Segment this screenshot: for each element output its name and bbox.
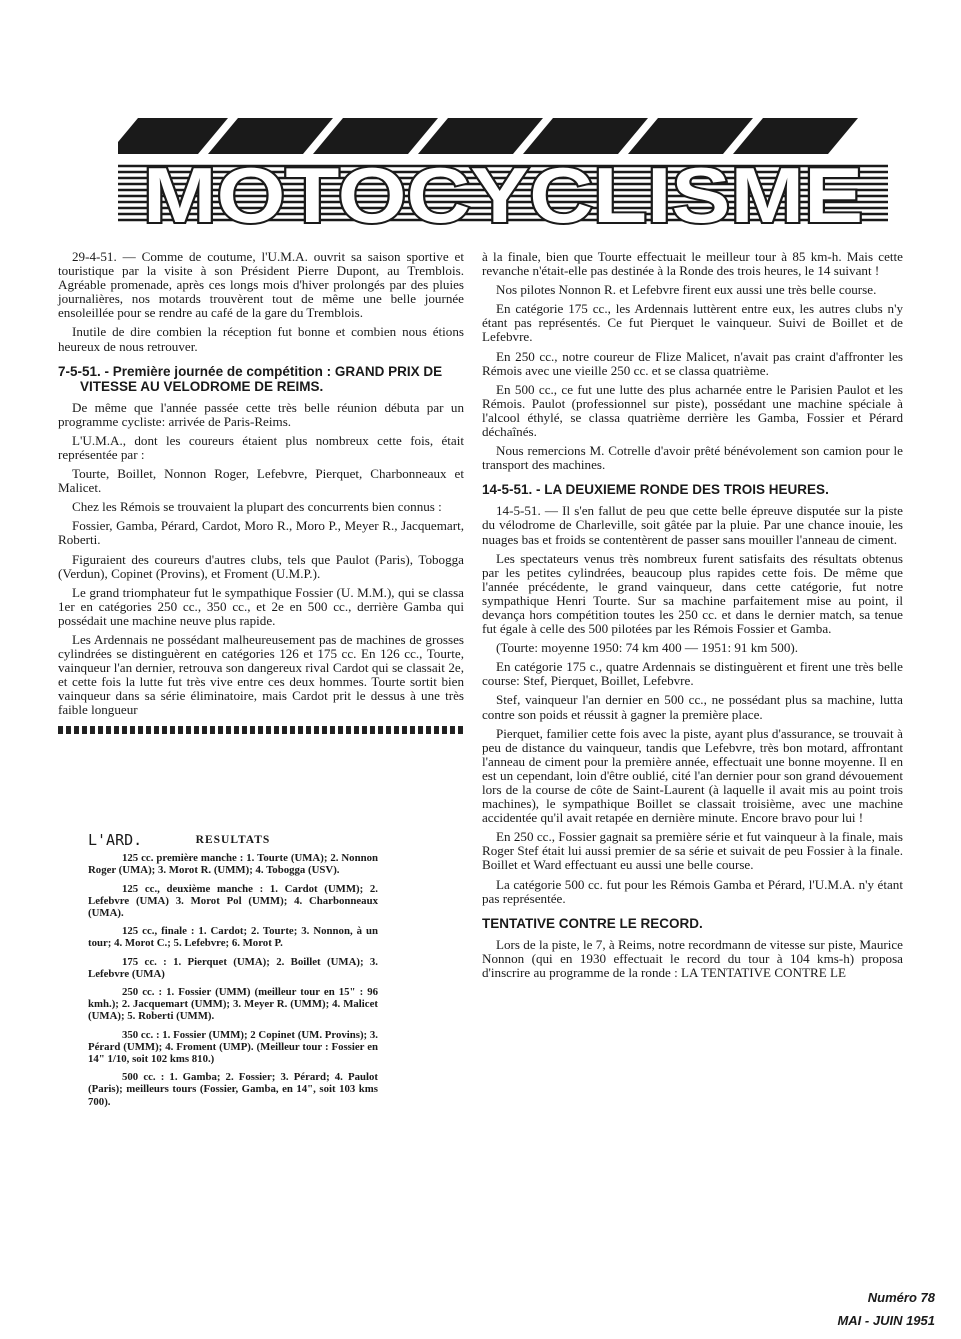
section-heading: TENTATIVE CONTRE LE RECORD. <box>482 915 703 931</box>
paragraph: De même que l'année passée cette très belle réunion débuta par un programme cycliste: arrivée de Paris-Reims. <box>58 399 464 429</box>
paragraph: Tourte, Boillet, Nonnon Roger, Lefebvre, Pierquet, Charbonneaux et Malicet. <box>58 466 464 496</box>
paragraph: La catégorie 500 cc. fut pour les Rémois Gamba et Pérard, l'U.M.A. n'y étant pas représentée. <box>482 876 903 906</box>
result-item: 500 cc. : 1. Gamba; 2. Fossier; 3. Pérard; 4. Paulot (Paris); meilleurs tours (Fossier, Gamba, en 14", soit 103 kms 700). <box>88 1071 378 1108</box>
divider <box>58 726 464 734</box>
paragraph: (Tourte: moyenne 1950: 74 km 400 — 1951: 91 km 500). <box>496 640 799 656</box>
paragraph: Nous remercions M. Cotrelle d'avoir prêté bénévolement son camion pour le transport des machines. <box>482 443 903 473</box>
paragraph: 29-4-51. — Comme de coutume, l'U.M.A. ouvrit sa saison sportive et touristique par la visite à son Président Pierre Dupont, au Tremblois. Agréable promenade, après ces longs mois d'hiver prolongés par des pluies journalières, nos motards trouvèrent tout de même une belle journée ensoleillée pour se rendre au café de la gare du Tremblois. <box>58 249 464 321</box>
left-column <box>58 250 464 734</box>
result-item: 125 cc. première manche : 1. Tourte (UMA); 2. Nonnon Roger (UMA); 3. Morot R. (UMM); 4. Tobogga (USV). <box>88 852 378 877</box>
paragraph: En catégorie 175 c., quatre Ardennais se distinguèrent et firent une très belle course: Stef, Pierquet, Boillet, Lefebvre. <box>482 659 903 689</box>
paragraph: Fossier, Gamba, Pérard, Cardot, Moro R., Moro P., Meyer R., Jacquemart, Roberti. <box>58 518 464 548</box>
paragraph: Les spectateurs venus très nombreux furent satisfaits des résultats obtenus par les petites cylindrées, beaucoup plus rapides cette fois. De même que l'année précédente, le grand vainqueur, dans cette catégorie, fut notre sympathique Henri Tourte. Sur sa machine parfaitement mise au point, il devança hors compétition toutes les 250 cc. et dans le dernier match, sa tenue fut égale à celle des 500 pilotées par les Rémois Fossier et Gamba. <box>482 550 903 637</box>
paragraph: Figuraient des coureurs d'autres clubs, tels que Paulot (Paris), Tobogga (Verdun), Copinet (Provins), et Froment (U.M.P.). <box>58 551 464 581</box>
results-box <box>88 831 378 1114</box>
section-heading: 7-5-51. - Première journée de compétition : GRAND PRIX DE VITESSE AU VELODROME DE REIMS. <box>58 363 443 394</box>
result-item: 125 cc., finale : 1. Cardot; 2. Tourte; 3. Nonnon, à un tour; 4. Morot C.; 5. Lefebvre; 6. Morot P. <box>88 925 378 950</box>
result-item: 175 cc. : 1. Pierquet (UMA); 2. Boillet (UMA); 3. Lefebvre (UMA) <box>88 955 378 980</box>
handwritten-note: L'ARD. <box>88 831 143 849</box>
paragraph: En catégorie 175 cc., les Ardennais luttèrent entre eux, les autres clubs n'y étant pas représentés. Ce fut Pierquet le vainqueur. Suivi de Boillet et de Lefebvre. <box>482 301 903 345</box>
paragraph: Stef, vainqueur l'an dernier en 500 cc., ne possédant plus sa machine, lutta contre son poids et réussit à gagner la première place. <box>482 692 903 722</box>
right-column <box>482 250 903 985</box>
paragraph: En 500 cc., ce fut une lutte des plus acharnée entre le Parisien Paulot et les Rémois. Paulot (professionnel sur piste), possédant une machine spéciale à l'alcool éthylé, se classa quatrième derrière les Gamba, Fossier et Pérard déchaînés. <box>482 381 903 440</box>
result-item: 250 cc. : 1. Fossier (UMM) (meilleur tour en 15" : 96 kmh.); 2. Jacquemart (UMM); 3. Meyer R. (UMM); 4. Malicet (UMA); 5. Roberti (UMM). <box>88 986 378 1023</box>
footer <box>735 1286 935 1332</box>
paragraph: Pierquet, familier cette fois avec la piste, ayant plus d'assurance, se trouvait à peu de distance du vainqueur, tandis que Lefebvre, très bon motard, affrontant l'anneau de ciment pour la première année, effectuait une bonne moyenne. Il en est un cependant, loin d'être oublié, cité l'an dernier pour son grand dévouement lors de la course de côte de Saint-Laurent (à laquelle il avait mis au point trois machines), le sympathique Boillet se classait troisième, avec une machine accidentée qu'il avait retapée en dernière minute. Encore bravo pour lui ! <box>482 725 903 826</box>
paragraph: 14-5-51. — Il s'en fallut de peu que cette belle épreuve disputée sur la piste du vélodrome de Charleville, soit gâtée par la pluie. Par une chance inouie, les nuages bas et froids se contentèrent de passer sans mouiller l'anneau de ciment. <box>482 503 903 547</box>
issue-date: MAI - JUIN 1951 <box>837 1313 935 1328</box>
paragraph: En 250 cc., Fossier gagnait sa première série et fut vainqueur à la finale, mais Roger Stef était lui aussi premier de sa série et suivait de peu Fossier à la finale. Boillet et Ward effectuant eu aussi une belle course. <box>482 829 903 873</box>
paragraph: Inutile de dire combien la réception fut bonne et combien nous étions heureux de nous retrouver. <box>58 324 464 354</box>
paragraph: En 250 cc., notre coureur de Flize Malicet, n'avait pas craint d'affronter les Rémois avec une vieille 250 cc. et se classa quatrième. <box>482 348 903 378</box>
paragraph: L'U.M.A., dont les coureurs étaient plus nombreux cette fois, était représentée par : <box>58 432 464 462</box>
result-item: 350 cc. : 1. Fossier (UMM); 2 Copinet (UM. Provins); 3. Pérard (UMM); 4. Froment (UMP). (Meilleur tour : Fossier en 14" 1/10, soit 102 kms 810.) <box>88 1028 378 1066</box>
banner-title: MOTOCYCLISME <box>143 151 863 230</box>
paragraph: Les Ardennais ne possédant malheureusement pas de machines de grosses cylindrées se distinguèrent en catégories 126 et 175 cc. En 126 cc., Tourte, vainqueur l'an dernier, retrouva son dangereux rival Cardot qui se classait 2e, et cette fois la lutte fut très vive entre ces deux hommes. Tourte sortit bien vainqueur dans sa série éliminatoire, mais Cardot prit le dessus à une très faible longueur <box>58 631 464 718</box>
results-title: RESULTATS <box>195 834 271 846</box>
section-heading: 14-5-51. - LA DEUXIEME RONDE DES TROIS HEURES. <box>482 482 829 498</box>
paragraph: Nos pilotes Nonnon R. et Lefebvre firent eux aussi une très belle course. <box>496 282 877 298</box>
paragraph: Chez les Rémois se trouvaient la plupart des concurrents bien connus : <box>72 499 442 515</box>
paragraph: Lors de la piste, le 7, à Reims, notre recordmann de vitesse sur piste, Maurice Nonnon (qui en 1930 effectuait le record du tour à 104 kms-h) proposa d'inscrire au programme de la ronde : LA TENTATIVE CONTRE LE <box>482 936 903 980</box>
result-item: 125 cc., deuxième manche : 1. Cardot (UMM); 2. Lefebvre (UMA) 3. Morot Pol (UMM); 4. Charbonneaux (UMA). <box>88 882 378 920</box>
paragraph: Le grand triomphateur fut le sympathique Fossier (U. M.M.), qui se classa 1er en catégories 250 cc., 350 cc., et 2e en 500 cc., derrière Gamba qui possédait une machine neuve plus rapide. <box>58 584 464 628</box>
paragraph: à la finale, bien que Tourte effectuait le meilleur tour à 85 km-h. Mais cette revanche n'était-elle pas destinée à la Ronde des trois heures, le 14 suivant ! <box>482 249 903 279</box>
motocyclisme-banner <box>118 118 888 230</box>
issue-number: Numéro 78 <box>867 1290 935 1305</box>
